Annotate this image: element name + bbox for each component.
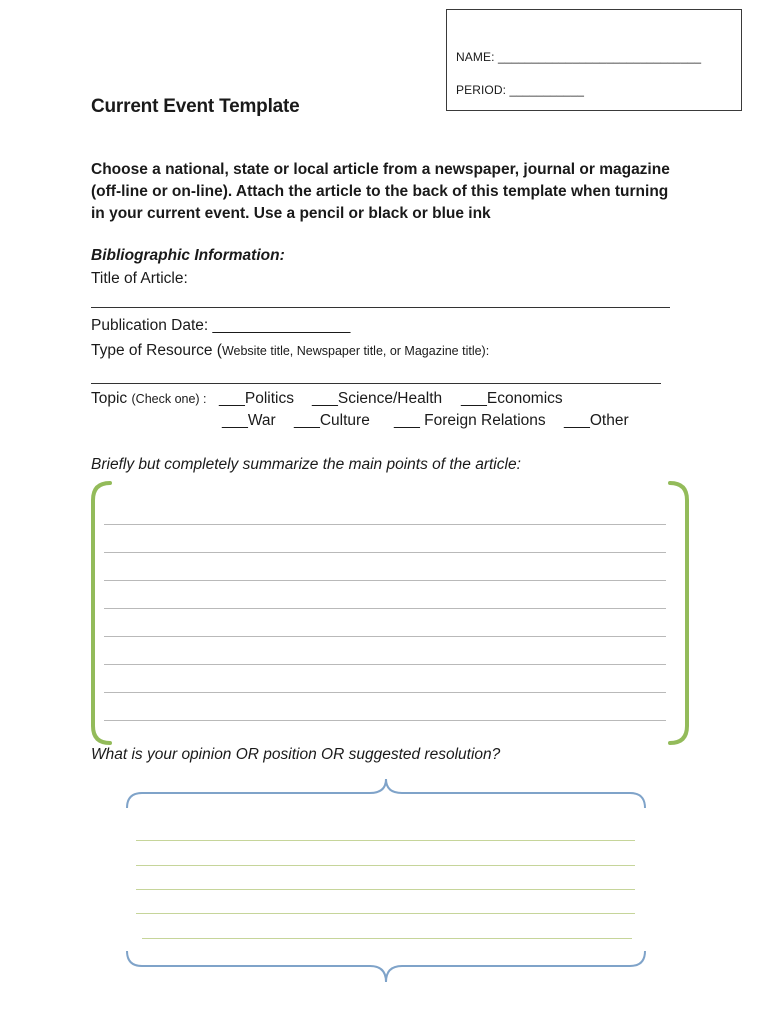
bibliographic-heading: Bibliographic Information: <box>91 247 285 264</box>
opinion-writing-line[interactable] <box>136 913 635 914</box>
instructions-line: Choose a national, state or local article from a newspaper, journal or magazine <box>91 161 670 178</box>
name-period-box <box>446 9 742 111</box>
topic-option-politics[interactable]: ___Politics <box>219 390 294 407</box>
topic-option-economics[interactable]: ___Economics <box>461 390 563 407</box>
name-field[interactable]: NAME: ______________________________ <box>456 50 702 64</box>
type-of-resource-label <box>91 342 489 360</box>
instructions-line: in your current event. Use a pencil or black or blue ink <box>91 205 491 222</box>
summary-right-bracket <box>670 483 687 743</box>
opinion-writing-line[interactable] <box>136 840 635 841</box>
topic-label <box>91 390 207 408</box>
summary-writing-line[interactable] <box>104 524 666 525</box>
opinion-writing-line[interactable] <box>142 938 632 939</box>
summary-writing-line[interactable] <box>104 720 666 721</box>
publication-date-field[interactable]: Publication Date: ________________ <box>91 317 351 334</box>
topic-option-foreign-relations[interactable]: ___ Foreign Relations <box>394 412 546 429</box>
opinion-bottom-brace <box>127 951 645 982</box>
summary-left-bracket <box>93 483 110 743</box>
opinion-prompt: What is your opinion OR position OR suggested resolution? <box>91 746 501 763</box>
type-of-resource-text: Type of Resource ( <box>91 342 222 359</box>
instructions <box>91 159 731 225</box>
topic-option-culture[interactable]: ___Culture <box>294 412 370 429</box>
topic-option-science-health[interactable]: ___Science/Health <box>312 390 443 407</box>
summary-writing-line[interactable] <box>104 580 666 581</box>
topic-text: Topic <box>91 390 132 407</box>
period-field[interactable]: PERIOD: ___________ <box>456 83 584 97</box>
title-of-article-field[interactable] <box>91 307 670 308</box>
instructions-line: (off-line or on-line). Attach the article to the back of this template when turning <box>91 183 669 200</box>
summary-prompt: Briefly but completely summarize the main points of the article: <box>91 456 521 473</box>
type-of-resource-field[interactable] <box>91 383 661 384</box>
opinion-top-brace <box>127 779 645 808</box>
opinion-writing-line[interactable] <box>136 889 635 890</box>
title-of-article-label: Title of Article: <box>91 270 188 287</box>
topic-hint: (Check one) : <box>131 392 207 406</box>
type-of-resource-hint: Website title, Newspaper title, or Magazine title): <box>221 344 490 358</box>
topic-option-other[interactable]: ___Other <box>564 412 629 429</box>
page-title: Current Event Template <box>91 96 300 117</box>
summary-writing-line[interactable] <box>104 608 666 609</box>
summary-writing-line[interactable] <box>104 552 666 553</box>
topic-option-war[interactable]: ___War <box>222 412 276 429</box>
summary-writing-line[interactable] <box>104 664 666 665</box>
summary-writing-line[interactable] <box>104 636 666 637</box>
opinion-writing-line[interactable] <box>136 865 635 866</box>
summary-writing-line[interactable] <box>104 692 666 693</box>
